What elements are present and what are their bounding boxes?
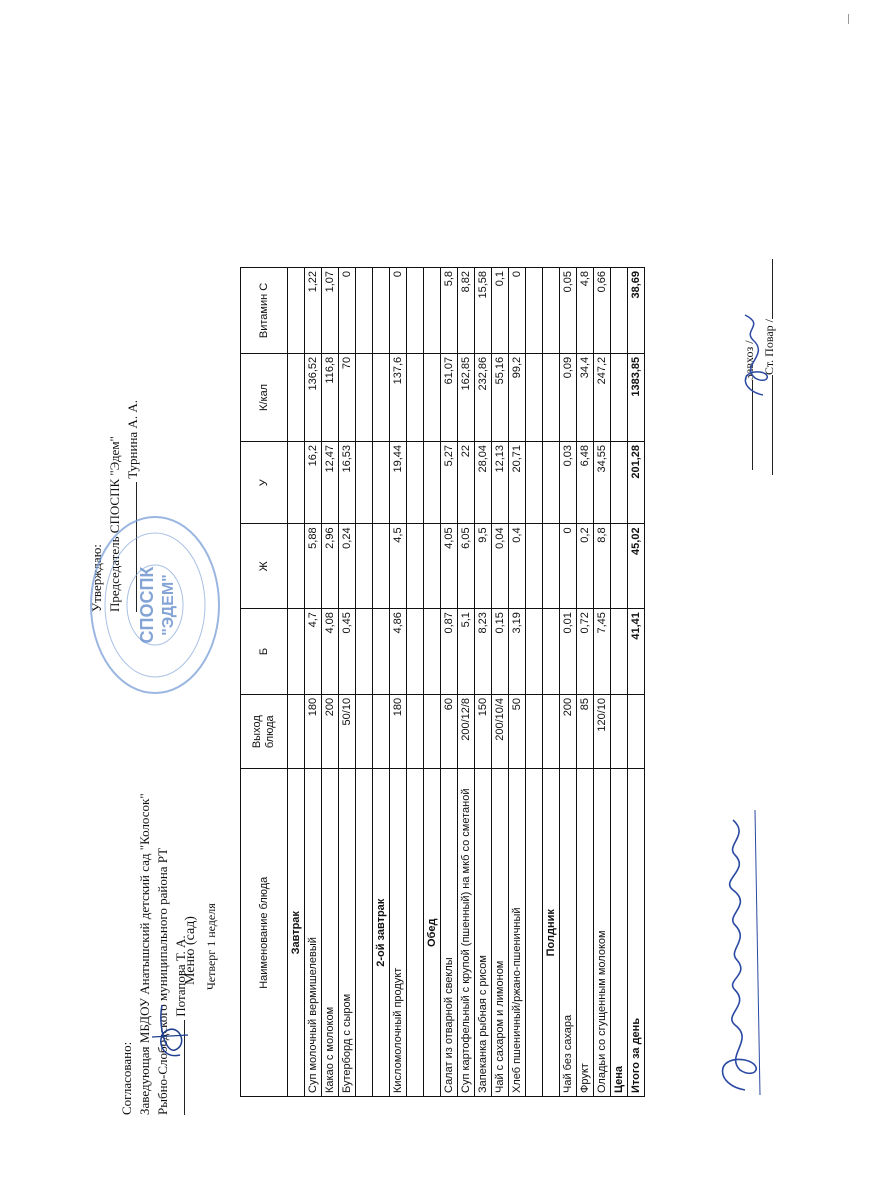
cell-vc: 0,66: [594, 268, 611, 354]
cell-u: 19,44: [390, 441, 407, 523]
menu-title-main: Меню (сад): [183, 916, 198, 985]
cell-vc: 0: [390, 268, 407, 354]
empty-cell: [424, 268, 441, 354]
cell-out: [526, 694, 543, 769]
header-carbs: У: [241, 441, 288, 523]
table-row: [458, 268, 475, 1097]
cell-vc: [611, 268, 628, 354]
empty-cell: [288, 353, 305, 441]
empty-cell: [424, 609, 441, 695]
cell-name: Итого за день: [628, 769, 645, 1097]
cell-name: [526, 769, 543, 1097]
cell-u: [356, 441, 373, 523]
cell-u: [611, 441, 628, 523]
empty-cell: [424, 441, 441, 523]
cell-name: Какао с молоком: [322, 769, 339, 1097]
cell-k: [356, 353, 373, 441]
cell-zh: 0,2: [577, 524, 594, 609]
table-row: [407, 268, 424, 1097]
cell-name: Чай с сахаром и лимоном: [492, 769, 509, 1097]
cell-zh: 0,4: [509, 524, 526, 609]
table-row: [441, 268, 458, 1097]
cell-zh: 45,02: [628, 524, 645, 609]
table-row: [560, 268, 577, 1097]
cell-k: 99,2: [509, 353, 526, 441]
cell-zh: [356, 524, 373, 609]
table-row: [594, 268, 611, 1097]
cell-zh: 9,5: [475, 524, 492, 609]
cell-zh: 0,24: [339, 524, 356, 609]
empty-cell: [424, 353, 441, 441]
cell-out: 50/10: [339, 694, 356, 769]
empty-cell: [373, 524, 390, 609]
cell-vc: 15,58: [475, 268, 492, 354]
cell-zh: 2,96: [322, 524, 339, 609]
menu-table: [240, 267, 645, 1097]
cell-zh: 0: [560, 524, 577, 609]
cell-u: 16,53: [339, 441, 356, 523]
table-row: [509, 268, 526, 1097]
header-output: Выход блюда: [241, 694, 288, 769]
cell-vc: 1,22: [305, 268, 322, 354]
cell-k: 162,85: [458, 353, 475, 441]
cell-u: 22: [458, 441, 475, 523]
zavhoz-signature: [705, 800, 770, 1100]
cell-u: 5,27: [441, 441, 458, 523]
cell-out: 85: [577, 694, 594, 769]
cell-b: 0,87: [441, 609, 458, 695]
empty-cell: [288, 694, 305, 769]
empty-cell: [288, 609, 305, 695]
cell-zh: [407, 524, 424, 609]
cell-b: [356, 609, 373, 695]
section-title: Полдник: [543, 769, 560, 1097]
table-row: [475, 268, 492, 1097]
table-header-row: [241, 268, 288, 1097]
cell-u: 34,55: [594, 441, 611, 523]
approved-left-line1: Согласовано:: [119, 1041, 134, 1115]
cell-name: Запеканка рыбная с рисом: [475, 769, 492, 1097]
stamp-main-text: СПОСПК: [137, 566, 157, 644]
cell-out: 60: [441, 694, 458, 769]
cell-k: 232,86: [475, 353, 492, 441]
cell-u: 12,13: [492, 441, 509, 523]
cell-k: [407, 353, 424, 441]
cell-name: Кисломолочный продукт: [390, 769, 407, 1097]
director-signature: [150, 995, 190, 1065]
cell-zh: [611, 524, 628, 609]
cell-out: 180: [305, 694, 322, 769]
cell-vc: 0: [509, 268, 526, 354]
cell-vc: 0: [339, 268, 356, 354]
cell-name: Фрукт: [577, 769, 594, 1097]
table-row: [611, 268, 628, 1097]
cell-k: 34,4: [577, 353, 594, 441]
cell-b: 3,19: [509, 609, 526, 695]
cell-vc: [356, 268, 373, 354]
approved-left-block: [118, 793, 190, 1115]
section-title: Завтрак: [288, 769, 305, 1097]
cell-b: 7,45: [594, 609, 611, 695]
section-title: 2-ой завтрак: [373, 769, 390, 1097]
cell-name: Суп картофельный с крупой (пшенный) на мкб со сметаной: [458, 769, 475, 1097]
cell-zh: 4,05: [441, 524, 458, 609]
section-row: [543, 268, 560, 1097]
cell-name: Оладьи со сгущенным молоком: [594, 769, 611, 1097]
cell-b: [526, 609, 543, 695]
cell-k: 116,8: [322, 353, 339, 441]
cell-name: Хлеб пшеничный/ржано-пшеничный: [509, 769, 526, 1097]
zavhoz-label: Завхоз /: [742, 340, 756, 380]
menu-table-body: [288, 268, 645, 1097]
cell-vc: 0,1: [492, 268, 509, 354]
cell-b: 41,41: [628, 609, 645, 695]
cell-vc: 1,07: [322, 268, 339, 354]
cell-name: [407, 769, 424, 1097]
cell-b: 0,72: [577, 609, 594, 695]
section-row: [424, 268, 441, 1097]
header-dish-name: Наименование блюда: [241, 769, 288, 1097]
cell-u: 201,28: [628, 441, 645, 523]
menu-day: [202, 903, 220, 990]
table-row: [577, 268, 594, 1097]
cell-zh: 6,05: [458, 524, 475, 609]
table-row: [305, 268, 322, 1097]
empty-cell: [373, 353, 390, 441]
header-protein: Б: [241, 609, 288, 695]
menu-day-text: Четверг 1 неделя: [204, 903, 218, 990]
cell-zh: 4,5: [390, 524, 407, 609]
organization-stamp: [85, 510, 225, 700]
cook-signature: [735, 310, 775, 400]
cell-u: [526, 441, 543, 523]
cell-b: 0,45: [339, 609, 356, 695]
cell-k: 247,2: [594, 353, 611, 441]
empty-cell: [424, 524, 441, 609]
section-row: [288, 268, 305, 1097]
header-vitamin-c: Витамин С: [241, 268, 288, 354]
cell-zh: [526, 524, 543, 609]
empty-cell: [543, 694, 560, 769]
table-row: [526, 268, 543, 1097]
empty-cell: [373, 268, 390, 354]
empty-cell: [288, 441, 305, 523]
cell-vc: 8,82: [458, 268, 475, 354]
cell-out: 200/10/4: [492, 694, 509, 769]
cell-out: 150: [475, 694, 492, 769]
cell-b: 0,01: [560, 609, 577, 695]
cell-out: 50: [509, 694, 526, 769]
cell-u: 0,03: [560, 441, 577, 523]
empty-cell: [543, 353, 560, 441]
cell-u: 16,2: [305, 441, 322, 523]
table-row: [492, 268, 509, 1097]
cell-out: [628, 694, 645, 769]
cell-u: 28,04: [475, 441, 492, 523]
cell-k: 70: [339, 353, 356, 441]
empty-cell: [543, 609, 560, 695]
cell-k: [611, 353, 628, 441]
cell-u: 6,48: [577, 441, 594, 523]
cell-out: 180: [390, 694, 407, 769]
cell-b: [611, 609, 628, 695]
header-kcal: К/кал: [241, 353, 288, 441]
cell-vc: 5,8: [441, 268, 458, 354]
cell-name: Чай без сахара: [560, 769, 577, 1097]
cell-b: [407, 609, 424, 695]
cell-name: Цена: [611, 769, 628, 1097]
cell-u: 20,71: [509, 441, 526, 523]
cook-label: Ст. Повар /: [762, 318, 776, 375]
section-row: [373, 268, 390, 1097]
cell-out: [407, 694, 424, 769]
cell-k: 61,07: [441, 353, 458, 441]
header-fat: Ж: [241, 524, 288, 609]
cell-zh: 5,88: [305, 524, 322, 609]
cell-out: 200/12/8: [458, 694, 475, 769]
approved-left-signer: Потапова Т. А.: [173, 935, 188, 1017]
cell-k: 137,6: [390, 353, 407, 441]
cell-k: [526, 353, 543, 441]
cell-zh: 0,04: [492, 524, 509, 609]
empty-cell: [373, 609, 390, 695]
cell-k: 0,09: [560, 353, 577, 441]
table-row: [390, 268, 407, 1097]
cell-zh: 8,8: [594, 524, 611, 609]
section-title: Обед: [424, 769, 441, 1097]
empty-cell: [543, 441, 560, 523]
cell-b: 0,15: [492, 609, 509, 695]
cell-b: 4,7: [305, 609, 322, 695]
cell-b: 4,08: [322, 609, 339, 695]
cell-k: 55,16: [492, 353, 509, 441]
cell-vc: 0,05: [560, 268, 577, 354]
empty-cell: [543, 268, 560, 354]
table-row: [339, 268, 356, 1097]
cell-vc: [407, 268, 424, 354]
empty-cell: [373, 694, 390, 769]
cell-vc: [526, 268, 543, 354]
empty-cell: [288, 524, 305, 609]
empty-cell: [424, 694, 441, 769]
cell-out: 120/10: [594, 694, 611, 769]
scan-mark: [848, 14, 849, 24]
approved-right-signer: Турнина А. А.: [125, 400, 140, 479]
table-row: [322, 268, 339, 1097]
cell-u: 12,47: [322, 441, 339, 523]
approved-left-line2: Заведующая МБДОУ Анатышский детский сад "Колосок": [137, 793, 152, 1115]
cell-out: 200: [322, 694, 339, 769]
approved-right-line2: Председатель СПОСПК "Эдем": [107, 436, 122, 612]
cell-k: 136,52: [305, 353, 322, 441]
cell-vc: 4,8: [577, 268, 594, 354]
approved-right-line1: Утверждаю:: [89, 544, 104, 612]
cell-out: 200: [560, 694, 577, 769]
cell-name: Салат из отварной свеклы: [441, 769, 458, 1097]
cell-name: Суп молочный вермишелевый: [305, 769, 322, 1097]
empty-cell: [543, 524, 560, 609]
table-row: [628, 268, 645, 1097]
approved-left-line3: Рыбно-Слободского муниципального района РТ: [155, 847, 170, 1115]
cell-b: 5,1: [458, 609, 475, 695]
stamp-sub-text: "ЭДЕМ": [160, 574, 177, 636]
cell-out: [611, 694, 628, 769]
table-row: [356, 268, 373, 1097]
cell-out: [356, 694, 373, 769]
cell-b: 8,23: [475, 609, 492, 695]
empty-cell: [373, 441, 390, 523]
empty-cell: [288, 268, 305, 354]
cell-vc: 38,69: [628, 268, 645, 354]
menu-title: [182, 916, 200, 985]
cell-b: 4,86: [390, 609, 407, 695]
cell-name: Бутерборд с сыром: [339, 769, 356, 1097]
cell-u: [407, 441, 424, 523]
cell-k: 1383,85: [628, 353, 645, 441]
cell-name: [356, 769, 373, 1097]
